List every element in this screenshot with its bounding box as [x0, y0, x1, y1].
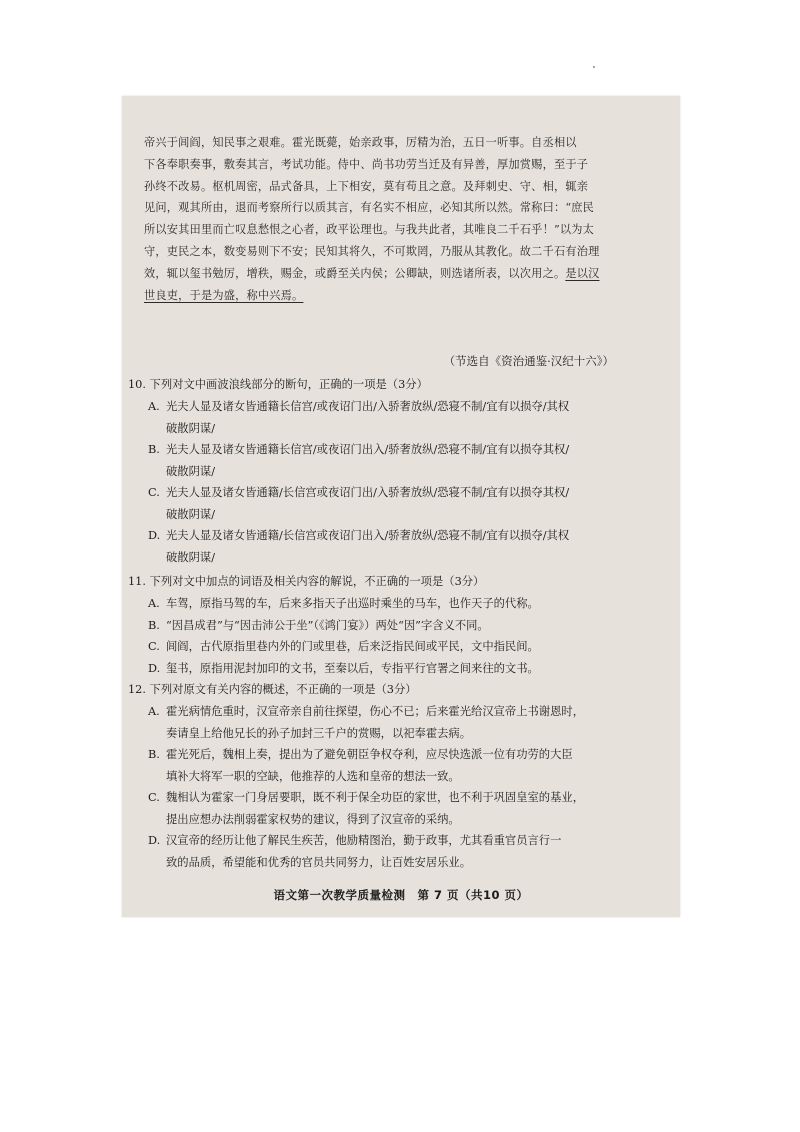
option-text: 魏相认为霍家一门身居要职，既不利于保全功臣的家世，也不利于巩固皇室的基业， — [166, 791, 584, 804]
question-12 — [128, 679, 668, 873]
option-c[interactable] — [128, 787, 668, 830]
option-a[interactable] — [128, 701, 668, 744]
question-stem: 12. 下列对原文有关内容的概述，不正确的一项是（3分） — [128, 683, 417, 696]
passage-line: 守，吏民之本，数变易则下不安；民知其将久，不可欺罔，乃服从其教化。故二千石有治理 — [144, 244, 600, 258]
option-text: 霍光死后，魏相上奏，提出为了避免朝臣争权夺利，应尽快选派一位有功劳的大臣 — [166, 748, 573, 761]
option-c[interactable] — [128, 482, 668, 525]
option-text: 汉宣帝的经历让他了解民生疾苦，他励精图治，勤于政事，尤其看重官员言行一 — [166, 834, 562, 847]
option-text-cont: 致的品质，希望能和优秀的官员共同努力，让百姓安居乐业。 — [166, 855, 472, 869]
question-stem: 11. 下列对文中加点的词语及相关内容的解说，不正确的一项是（3分） — [128, 575, 485, 588]
question-10 — [128, 374, 668, 568]
scan-speck — [593, 66, 595, 68]
underlined-text: 世良吏，于是为盛，称中兴焉。 — [144, 288, 304, 302]
option-label: A. — [148, 400, 160, 413]
option-label: D. — [148, 529, 161, 542]
option-text: 光夫人显及诸女皆通籍长信宫/或夜诏门出/入骄奢放纵/恐寝不制/宜有以损夺/其权 — [166, 400, 570, 413]
option-text-cont: 破散阴谋/ — [166, 507, 215, 521]
option-text: 光夫人显及诸女皆通籍长信宫/或夜诏门出入/骄奢放纵/恐寝不制/宜有以损夺其权/ — [166, 443, 570, 456]
passage-line — [144, 263, 664, 285]
option-label: B. — [148, 748, 160, 761]
option-label: D. — [148, 834, 161, 847]
option-text-cont: 填补大将军一职的空缺，他推荐的人选和皇帝的想法一致。 — [166, 769, 460, 783]
option-text-cont: 破散阴谋/ — [166, 464, 215, 478]
underlined-text: 是以汉 — [565, 266, 600, 280]
option-a[interactable] — [128, 593, 668, 615]
option-b[interactable] — [128, 615, 668, 637]
passage-source: （节选自《资治通鉴·汉纪十六》） — [443, 354, 614, 368]
option-label: C. — [148, 791, 160, 804]
option-text: 霍光病情危重时，汉宣帝亲自前往探望，伤心不已；后来霍光给汉宣帝上书谢恩时， — [166, 705, 584, 718]
option-text: 玺书，原指用泥封加印的文书，至秦以后，专指平行官署之间来往的文书。 — [166, 661, 539, 675]
passage-line — [144, 285, 664, 307]
classical-passage — [144, 132, 664, 306]
passage-line: 下各奉职奏事，敷奏其言，考试功能。侍中、尚书功劳当迁及有异善，厚加赏赐，至于子 — [144, 157, 589, 171]
option-d[interactable] — [128, 658, 668, 680]
option-a[interactable] — [128, 396, 668, 439]
option-text: 车驾，原指马驾的车，后来多指天子出巡时乘坐的马车，也作天子的代称。 — [166, 597, 539, 610]
page-footer: 语文第一次教学质量检测 第 7 页（共10 页） — [273, 888, 529, 902]
option-text: “因昌成君”与“因击沛公于坐”（《鸿门宴》）两处“因”字含义不同。 — [166, 618, 489, 632]
option-text: 光夫人显及诸女皆通籍/长信宫或夜诏门出/入骄奢放纵/恐寝不制/宜有以损夺其权/ — [166, 486, 570, 499]
question-11 — [128, 571, 668, 679]
passage-line: 帝兴于闾阎，知民事之艰难。霍光既薨，始亲政事，厉精为治，五日一听事。自丞相以 — [144, 136, 577, 149]
option-text-cont: 破散阴谋/ — [166, 421, 215, 435]
exam-page — [122, 96, 680, 917]
option-text: 闾阎，古代原指里巷内外的门或里巷，后来泛指民间或平民，文中指民间。 — [166, 640, 539, 653]
option-label: A. — [148, 597, 160, 610]
option-label: A. — [148, 705, 160, 718]
option-d[interactable] — [128, 830, 668, 873]
passage-line: 见问，观其所由，退而考察所行以质其言，有名实不相应，必知其所以然。常称曰：“庶民 — [144, 201, 595, 215]
option-text: 光夫人显及诸女皆通籍/长信宫或夜诏门出入/骄奢放纵/恐寝不制/宜有以损夺/其权 — [166, 529, 570, 542]
passage-text: 效，辄以玺书勉厉，增秩，赐金，或爵至关内侯；公卿缺，则选诸所表，以次用之。 — [144, 266, 566, 280]
question-stem: 10. 下列对文中画波浪线部分的断句，正确的一项是（3分） — [128, 378, 428, 391]
option-label: B. — [148, 443, 160, 456]
option-text-cont: 破散阴谋/ — [166, 550, 215, 564]
option-text-cont: 提出应想办法削弱霍家权势的建议，得到了汉宣帝的采纳。 — [166, 812, 460, 826]
passage-line: 孙终不改易。枢机周密，品式备具，上下相安，莫有苟且之意。及拜刺史、守、相，辄亲 — [144, 179, 589, 193]
option-label: D. — [148, 661, 161, 675]
option-label: C. — [148, 486, 160, 499]
option-d[interactable] — [128, 525, 668, 568]
option-label: B. — [148, 618, 160, 632]
option-c[interactable] — [128, 636, 668, 658]
option-label: C. — [148, 640, 160, 653]
passage-line: 所以安其田里而亡叹息愁恨之心者，政平讼理也。与我共此者，其唯良二千石乎！”以为太 — [144, 223, 595, 237]
option-b[interactable] — [128, 439, 668, 482]
option-b[interactable] — [128, 744, 668, 787]
option-text-cont: 奏请皇上给他兄长的孙子加封三千户的赏赐，以祀奉霍去病。 — [166, 726, 472, 740]
